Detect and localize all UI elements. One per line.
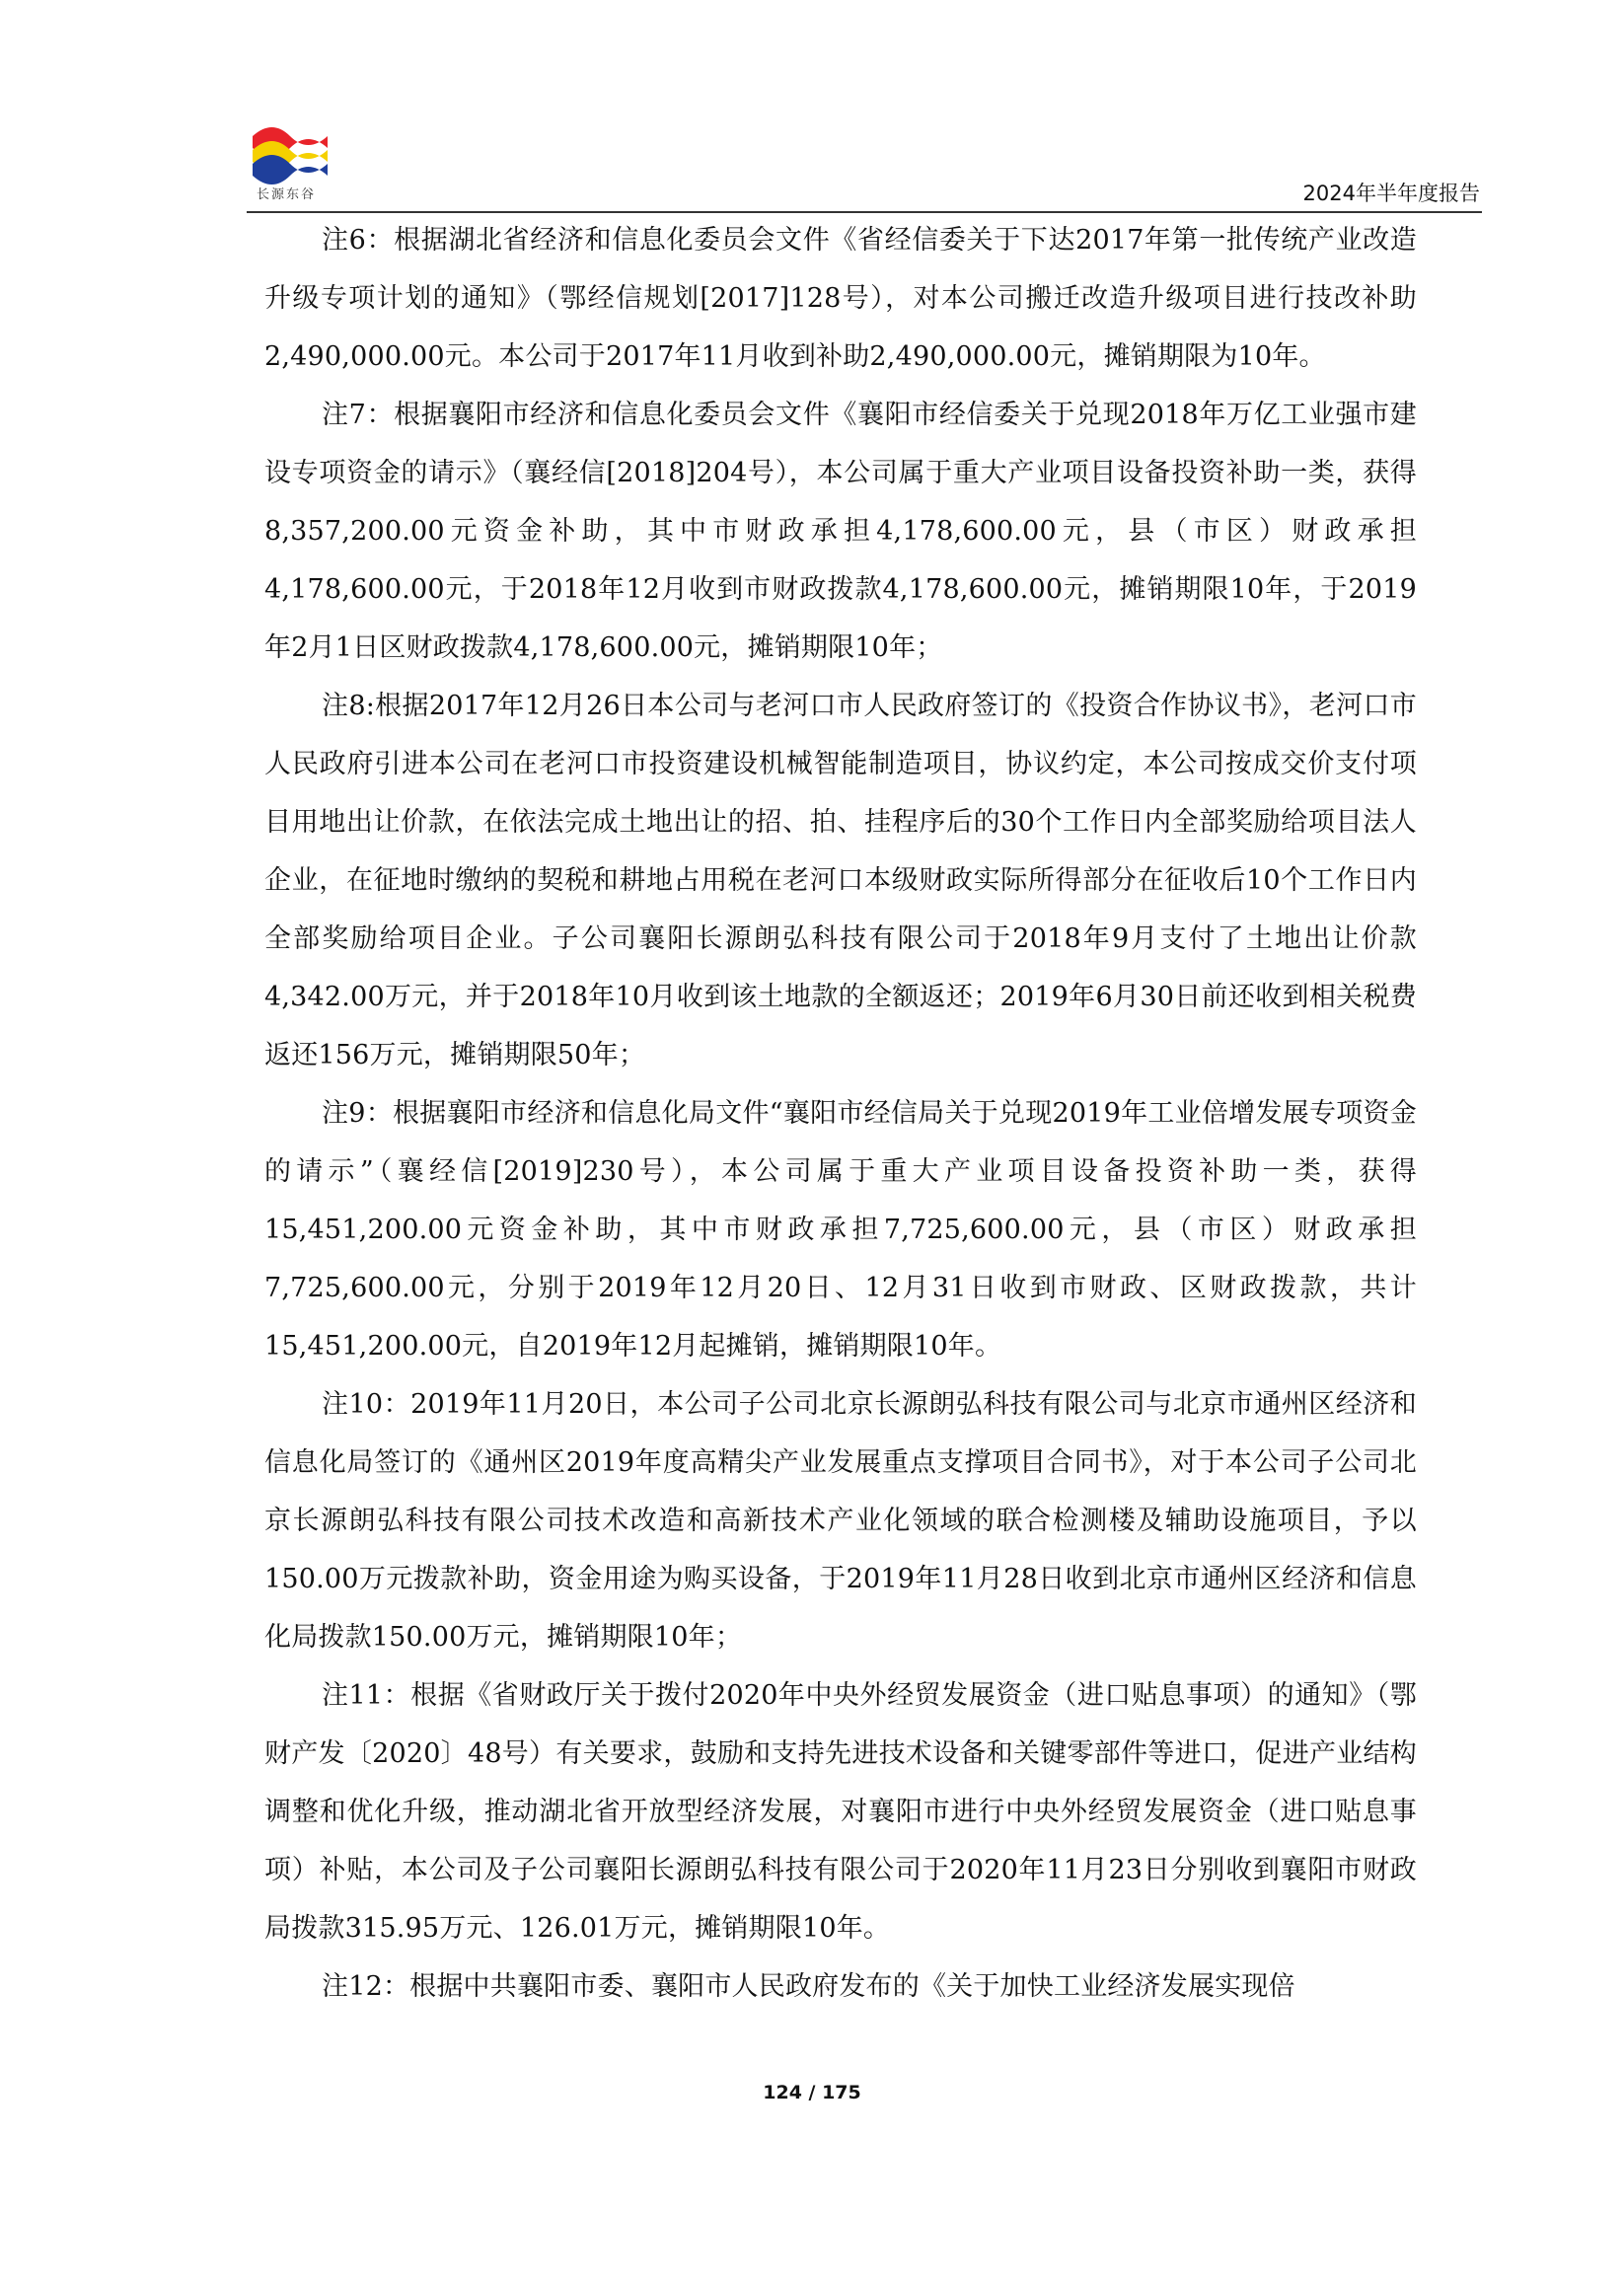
page-number: 124 / 175 [763,2082,861,2103]
note-6: 注6：根据湖北省经济和信息化委员会文件《省经信委关于下达2017年第一批传统产业改造升级专项计划的通知》（鄂经信规划[2017]128号），对本公司搬迁改造升级项目进行技改补助2,490,000.00元。本公司于2017年11月收到补助2,490,000.00元，摊销期限为10年。 [264,225,1417,372]
note-8: 注8:根据2017年12月26日本公司与老河口市人民政府签订的《投资合作协议书》，老河口市人民政府引进本公司在老河口市投资建设机械智能制造项目，协议约定，本公司按成交价支付项目用地出让价款，在依法完成土地出让的招、拍、挂程序后的30个工作日内全部奖励给项目法人企业，在征地时缴纳的契税和耕地占用税在老河口本级财政实际所得部分在征收后10个工作日内全部奖励给项目企业。子公司襄阳长源朗弘科技有限公司于2018年9月支付了土地出让价款4,342.00万元，并于2018年10月收到该土地款的全额返还；2019年6月30日前还收到相关税费返还156万元，摊销期限50年； [264,691,1417,1070]
logo-text: 长源东谷 [257,187,317,202]
logo-stripes-icon [251,116,335,185]
page-header [247,116,1482,213]
document-body [264,211,1417,2016]
note-7: 注7：根据襄阳市经济和信息化委员会文件《襄阳市经信委关于兑现2018年万亿工业强市建设专项资金的请示》（襄经信[2018]204号），本公司属于重大产业项目设备投资补助一类，获得8,357,200.00元资金补助，其中市财政承担4,178,600.00元，县（市区）财政承担4,178,600.00元，于2018年12月收到市财政拨款4,178,600.00元，摊销期限10年，于2019年2月1日区财政拨款4,178,600.00元，摊销期限10年； [264,400,1417,663]
note-12: 注12：根据中共襄阳市委、襄阳市人民政府发布的《关于加快工业经济发展实现倍 [322,1971,1295,2002]
note-9: 注9：根据襄阳市经济和信息化局文件“襄阳市经信局关于兑现2019年工业倍增发展专项资金的请示”（襄经信[2019]230号），本公司属于重大产业项目设备投资补助一类，获得15,451,200.00元资金补助，其中市财政承担7,725,600.00元，县（市区）财政承担7,725,600.00元，分别于2019年12月20日、12月31日收到市财政、区财政拨款，共计15,451,200.00元，自2019年12月起摊销，摊销期限10年。 [264,1098,1417,1362]
note-11: 注11：根据《省财政厅关于拨付2020年中央外经贸发展资金（进口贴息事项）的通知》（鄂财产发〔2020〕48号）有关要求，鼓励和支持先进技术设备和关键零部件等进口，促进产业结构调整和优化升级，推动湖北省开放型经济发展，对襄阳市进行中央外经贸发展资金（进口贴息事项）补贴，本公司及子公司襄阳长源朗弘科技有限公司于2020年11月23日分别收到襄阳市财政局拨款315.95万元、126.01万元，摊销期限10年。 [264,1680,1417,1944]
report-title: 2024年半年度报告 [1302,182,1480,205]
company-logo [251,116,335,207]
note-10: 注10：2019年11月20日，本公司子公司北京长源朗弘科技有限公司与北京市通州区经济和信息化局签订的《通州区2019年度高精尖产业发展重点支撑项目合同书》，对于本公司子公司北京长源朗弘科技有限公司技术改造和高新技术产业化领域的联合检测楼及辅助设施项目，予以150.00万元拨款补助，资金用途为购买设备，于2019年11月28日收到北京市通州区经济和信息化局拨款150.00万元，摊销期限10年； [264,1389,1417,1653]
